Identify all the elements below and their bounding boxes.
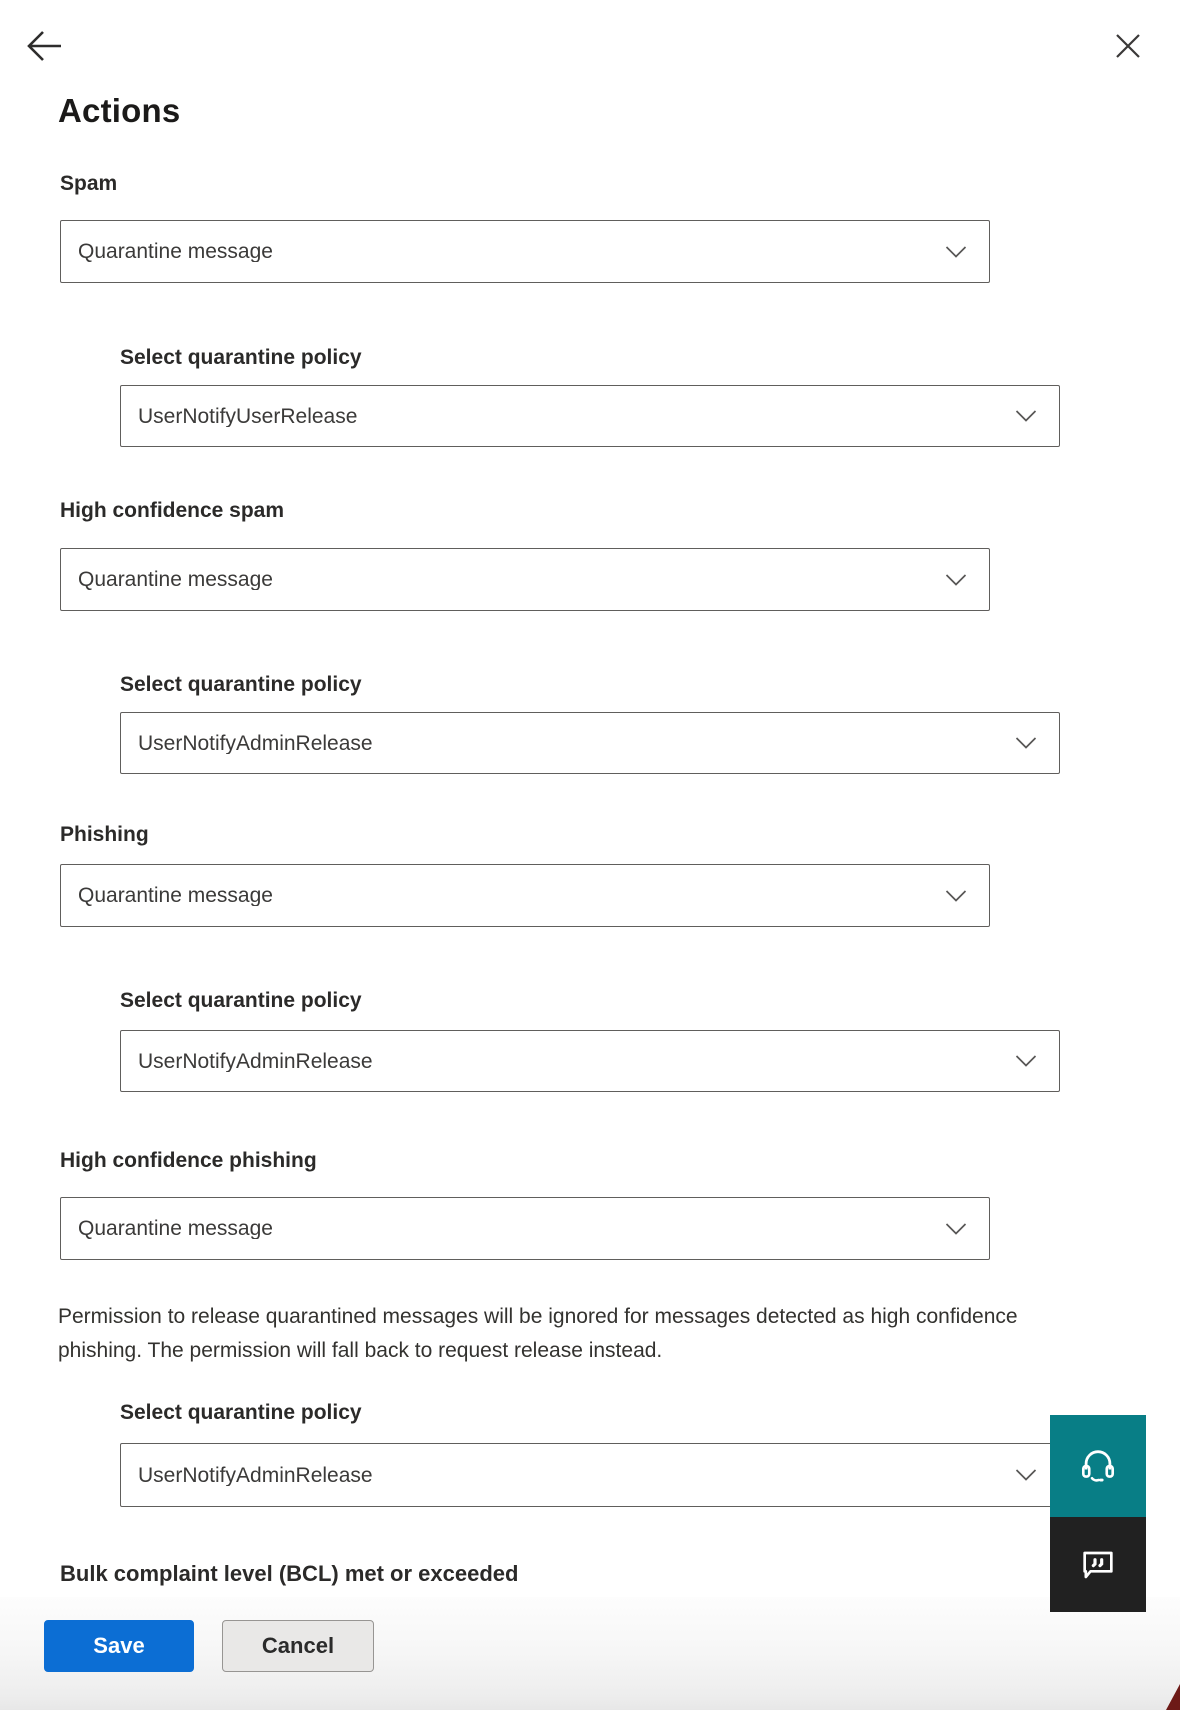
page-title: Actions [58, 92, 181, 129]
spam-quarantine-policy-value: UserNotifyUserRelease [138, 405, 358, 427]
chevron-down-icon [1015, 410, 1037, 423]
phishing-quarantine-policy-dropdown[interactable] [120, 1030, 1060, 1092]
high-confidence-spam-quarantine-policy-value: UserNotifyAdminRelease [138, 732, 373, 754]
section-label-high-confidence-phishing: High confidence phishing [60, 1149, 317, 1172]
policy-label-high-confidence-spam: Select quarantine policy [120, 673, 362, 696]
section-label-bulk-complaint-level: Bulk complaint level (BCL) met or exceeded [60, 1561, 519, 1586]
high-confidence-phishing-action-value: Quarantine message [78, 1218, 273, 1239]
section-label-phishing: Phishing [60, 823, 149, 846]
policy-label-spam: Select quarantine policy [120, 346, 362, 369]
back-arrow-icon [24, 54, 66, 69]
phishing-action-value: Quarantine message [78, 885, 273, 906]
help-support-button[interactable] [1050, 1415, 1146, 1517]
save-button[interactable]: Save [44, 1620, 194, 1672]
chevron-down-icon [945, 889, 967, 902]
footer-bar [0, 1597, 1180, 1710]
chevron-down-icon [1015, 1055, 1037, 1068]
back-button[interactable] [24, 26, 66, 66]
high-confidence-spam-action-dropdown[interactable] [60, 548, 990, 611]
spam-action-dropdown[interactable] [60, 220, 990, 283]
high-confidence-phishing-quarantine-policy-value: UserNotifyAdminRelease [138, 1464, 373, 1486]
close-icon [1112, 50, 1144, 65]
high-confidence-spam-action-value: Quarantine message [78, 569, 273, 590]
close-button[interactable] [1112, 30, 1144, 62]
headset-icon [1077, 1444, 1119, 1489]
corner-cursor-artifact [1166, 1684, 1180, 1710]
feedback-button[interactable] [1050, 1517, 1146, 1612]
high-confidence-phishing-action-dropdown[interactable] [60, 1197, 990, 1260]
section-label-bulk-complaint-level-wrap [60, 1560, 960, 1597]
phishing-quarantine-policy-value: UserNotifyAdminRelease [138, 1050, 373, 1072]
policy-label-high-confidence-phishing: Select quarantine policy [120, 1401, 362, 1424]
section-label-high-confidence-spam: High confidence spam [60, 499, 285, 522]
high-confidence-spam-quarantine-policy-dropdown[interactable] [120, 712, 1060, 774]
spam-quarantine-policy-dropdown[interactable] [120, 385, 1060, 447]
chevron-down-icon [1015, 737, 1037, 750]
phishing-action-dropdown[interactable] [60, 864, 990, 927]
policy-label-phishing: Select quarantine policy [120, 989, 362, 1012]
section-label-spam: Spam [60, 172, 118, 195]
chevron-down-icon [1015, 1469, 1037, 1482]
high-confidence-phishing-quarantine-policy-dropdown[interactable] [120, 1443, 1060, 1507]
chevron-down-icon [945, 245, 967, 258]
cancel-button[interactable]: Cancel [222, 1620, 374, 1672]
chat-icon [1078, 1543, 1118, 1586]
high-confidence-phishing-note: Permission to release quarantined messages will be ignored for messages detected as high confidence phishing. The permission will fall back to request release instead. [58, 1305, 1018, 1362]
spam-action-value: Quarantine message [78, 241, 273, 262]
chevron-down-icon [945, 573, 967, 586]
chevron-down-icon [945, 1222, 967, 1235]
